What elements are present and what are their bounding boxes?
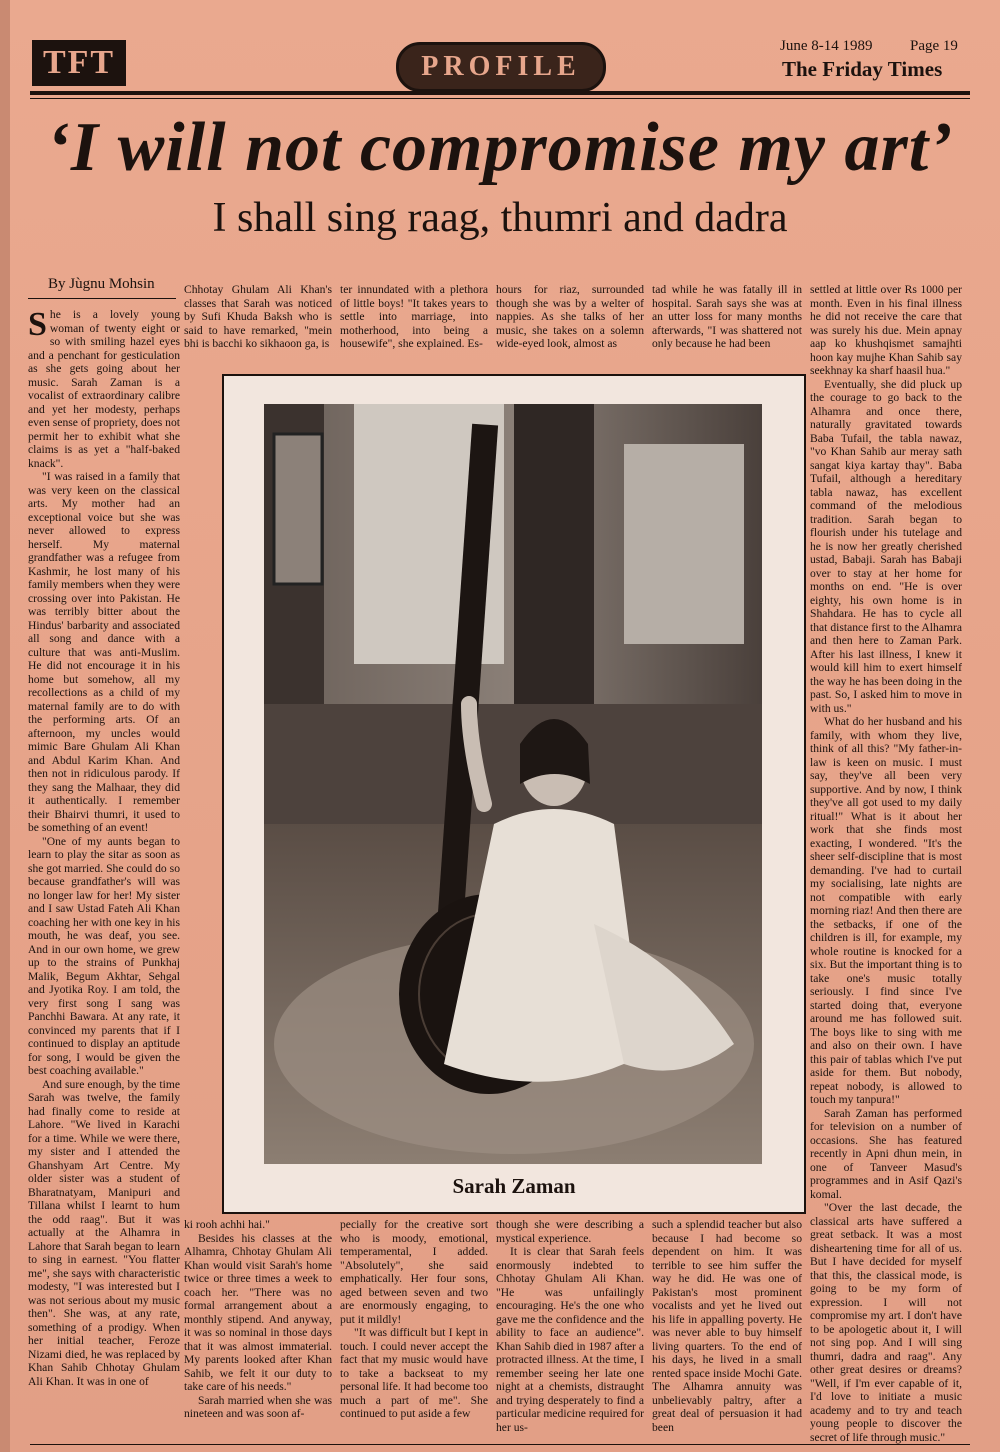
column-5-top — [652, 283, 802, 365]
headline: ‘I will not compromise my art’ — [46, 109, 954, 186]
photo-frame — [222, 374, 806, 1214]
column-3-bottom — [340, 1218, 488, 1448]
issue-date: June 8-14 1989 — [780, 38, 873, 54]
paragraph: ki rooh achhi hai." — [184, 1218, 270, 1231]
masthead-rule — [30, 91, 970, 95]
portrait-photo — [264, 404, 762, 1164]
paragraph: What do her husband and his family, with whom they live, think of all this? "My father-in-law is keen on music. I must say, they've all been very supportive. And by now, I think they've all got used to my daily ritual!" What is it about her work that she finds most exacting, I wondered. "It's the sheer self-discipline that is most demanding. I've had to curtail my socialising, late nights are not compatible with early morning riaz! And then there are the setbacks, if one of the children is ill, for example, my whole routine is knocked for a six. But the important thing is to take one's music totally seriously. I find since I've started doing that, everyone around me has followed suit. The boys like to sing with me and also on their own. I have this pair of tablas which I've put aside for them. But nobody, repeat nobody, is allowed to touch my tanpura!" — [810, 715, 962, 1106]
paragraph: "I was raised in a family that was very keen on the classical arts. My mother had an exceptional voice but she was never allowed to express herself. My maternal grandfather was a refugee from Kashmir, he lost many of his family members when they were crossing over into Pakistan. He was terribly bitter about the Hindus' barbarity and associated all song and dance with a culture that was anti-Muslim. He did not encourage it in his home but somehow, all my recollections as a child of my maternal family are to do with the performing arts. Of an afternoon, my uncles would mimic Bare Ghulam Ali Khan and Abdul Karim Khan. And then not in ridiculous parody. If they sang the Malhaar, they did it authentically. I remember their Bhairvi thumri, it used to be something of an event! — [28, 470, 180, 834]
paragraph: Besides his classes at the Alhamra, Chhotay Ghulam Ali Khan would visit Sarah's home twice or three times a week to coach her. "There was no formal arrangement about a monthly stipend. And anyway, it was so nominal in those days that it was almost immaterial. My parents looked after Khan Sahib, we felt it our duty to take care of his needs." — [184, 1231, 332, 1393]
column-2-top — [184, 283, 332, 365]
byline-rule — [28, 298, 176, 299]
paragraph: Chhotay Ghulam Ali Khan's classes that Sarah was noticed by Sufi Khuda Baksh who is said to have remarked, "mein bhi is bacchi ko sikhaoon ga, is — [184, 283, 332, 350]
byline: By Jùgnu Mohsin — [48, 276, 155, 292]
paragraph: Sarah Zaman has performed for television on a number of occasions. She has featured recently in Apni dhun mein, in one of Tanveer Masud's programmes and in Asif Qazi's komal. — [810, 1106, 962, 1201]
footer-rule — [30, 1444, 970, 1445]
paragraph: pecially for the creative sort who is moody, emotional, temperamental, I added. "Absolutely", she said emphatically. Her four sons, aged between seven and two are enormously engaging, to put it mildly! — [340, 1218, 488, 1326]
issue-info — [780, 38, 958, 55]
column-2-bottom — [184, 1218, 332, 1448]
photo-illustration — [264, 404, 762, 1164]
column-1 — [28, 308, 180, 1450]
photo-caption: Sarah Zaman — [452, 1174, 576, 1198]
paragraph: Eventually, she did pluck up the courage to go back to the Alhamra and once there, naturally gravitated towards Baba Tufail, the tabla nawaz, "vo Khan Sahib aur meray sath sangat kiya kartay thay". Baba Tufail, although a hereditary tabla nawaz, has excellent command of the melodious tradition. Sarah began to flourish under his tutelage and he is now her greatly cherished ustad, Babaji. Sarah has Babaji over to stay at her home for months on end. "He is over eighty, his own home is in Shahdara. He has to cycle all that distance first to the Alhamra and then here to Zaman Park. After his last illness, I knew it would kill him to exert himself the way he has been doing in the past. So, I asked him to move in with us." — [810, 377, 962, 715]
drop-cap: S — [28, 308, 47, 343]
paragraph: hours for riaz, surrounded though she was by a welter of nappies. As she talks of her music, she takes on a solemn wide-eyed look, almost as — [496, 283, 644, 350]
column-3-top — [340, 283, 488, 365]
paragraph: ter innundated with a plethora of little boys! "It takes years to settle into marriage, into motherhood, into being a housewife", she explained. Es- — [340, 283, 488, 350]
paragraph: tad while he was fatally ill in hospital. Sarah says she was at an utter loss for many months afterwards, "I was shattered not only because he had been — [652, 283, 802, 350]
paragraph: "One of my aunts began to learn to play the sitar as soon as she got married. She could do so because grandfather's will was no longer law for her! My sister and I saw Ustad Fateh Ali Khan coaching her with one key in his mouth, he was deaf, you see. And in our own home, we grew up to the strains of Punkhaj Malik, Begum Akhtar, Sehgal and Jyotika Roy. I am told, the very first song I sang was Panchhi Bawara. At any rate, it convinced my parents that if I continued to display an aptitude for song, I would be given the best coaching available." — [28, 834, 180, 1077]
section-banner: PROFILE — [396, 42, 606, 92]
paragraph: "It was difficult but I kept in touch. I could never accept the fact that my music would have to take a backseat to my personal life. It had become too much a part of me". She continued to put aside a few — [340, 1326, 488, 1420]
paragraph: though she were describing a mystical experience. — [496, 1218, 644, 1245]
paragraph: "Over the last decade, the classical arts have suffered a great setback. It was a most disheartening time for all of us. But I have decided for myself that this, the classical mode, is going to be my form of expression. I will not compromise my art. I don't have to be apologetic about it, I will not sing pop. And I will sing thumri, dadra and raag". Any other great desires or dreams? "Well, if I'm ever capable of it, I'd love to initiate a music academy and to try and teach young people to discover the secret of life through music." — [810, 1201, 962, 1444]
paragraph: Sarah married when she was nineteen and was soon af- — [184, 1393, 332, 1420]
page-number: Page 19 — [910, 38, 958, 54]
paragraph: And sure enough, by the time Sarah was twelve, the family had finally come to reside at Lahore. "We lived in Karachi for a time. While we were there, my sister and I attended the Ghanshyam Art Centre. My older sister was a student of Bharatnatyam, Manipuri and Tillana whilst I learnt to hum the odd raag". But it was actually at the Alhamra in Lahore that Sarah began to learn to sing in earnest. "You flatter me", she says with characteristic modesty, "I was interested but I was not serious about my music then". She was, at any rate, something of a prodigy. When her initial teacher, Feroze Nizami died, he was replaced by Khan Sahib Chhotay Ghulam Ali Khan. It was in one of — [28, 1077, 180, 1388]
column-4-top — [496, 283, 644, 365]
masthead-rule-thin — [30, 98, 970, 99]
column-5-bottom — [652, 1218, 802, 1448]
column-6 — [810, 283, 962, 1447]
paragraph: It is clear that Sarah feels enormously indebted to Chhotay Ghulam Ali Khan. "He was unfailingly encouraging. He's the one who gave me the confidence and the ability to face an audience". Khan Sahib died in 1987 after a protracted illness. At the time, I remember seeing her late one night at a chemists, distraught and trying desperately to find a particular medicine required for her us- — [496, 1245, 644, 1434]
tft-logo: TFT — [32, 40, 126, 86]
paragraph: such a splendid teacher but also because I had become so dependent on him. It was terrible to see him suffer the way he did. He was one of Pakistan's most prominent vocalists and yet he lived out his life in appalling poverty. He was never able to buy himself living quarters. To the end of his days, he lived in a small rented space inside Mochi Gate. The Alhamra annuity was unbelievably paltry, after a great deal of persuasion it had been — [652, 1218, 802, 1434]
paragraph — [28, 308, 180, 470]
subhead: I shall sing raag, thumri and dadra — [212, 195, 788, 241]
column-4-bottom — [496, 1218, 644, 1448]
paper-name: The Friday Times — [782, 57, 943, 81]
paragraph: settled at little over Rs 1000 per month. Even in his final illness he did not receive the care that was surely his due. Mein apnay aap ko khushqismet samajhti hoon kay mujhe Khan Sahib say seekhnay ka sharf haasil hua." — [810, 283, 962, 377]
paragraph-text: he is a lovely young woman of twenty eight or so with smiling hazel eyes and a penchant for gesticulation as she gets going about her music. Sarah Zaman is a vocalist of extraordinary calibre and yet her modesty, perhaps even sense of propriety, does not permit her to exhibit what she claims is as yet a "half-baked knack". — [28, 308, 180, 470]
